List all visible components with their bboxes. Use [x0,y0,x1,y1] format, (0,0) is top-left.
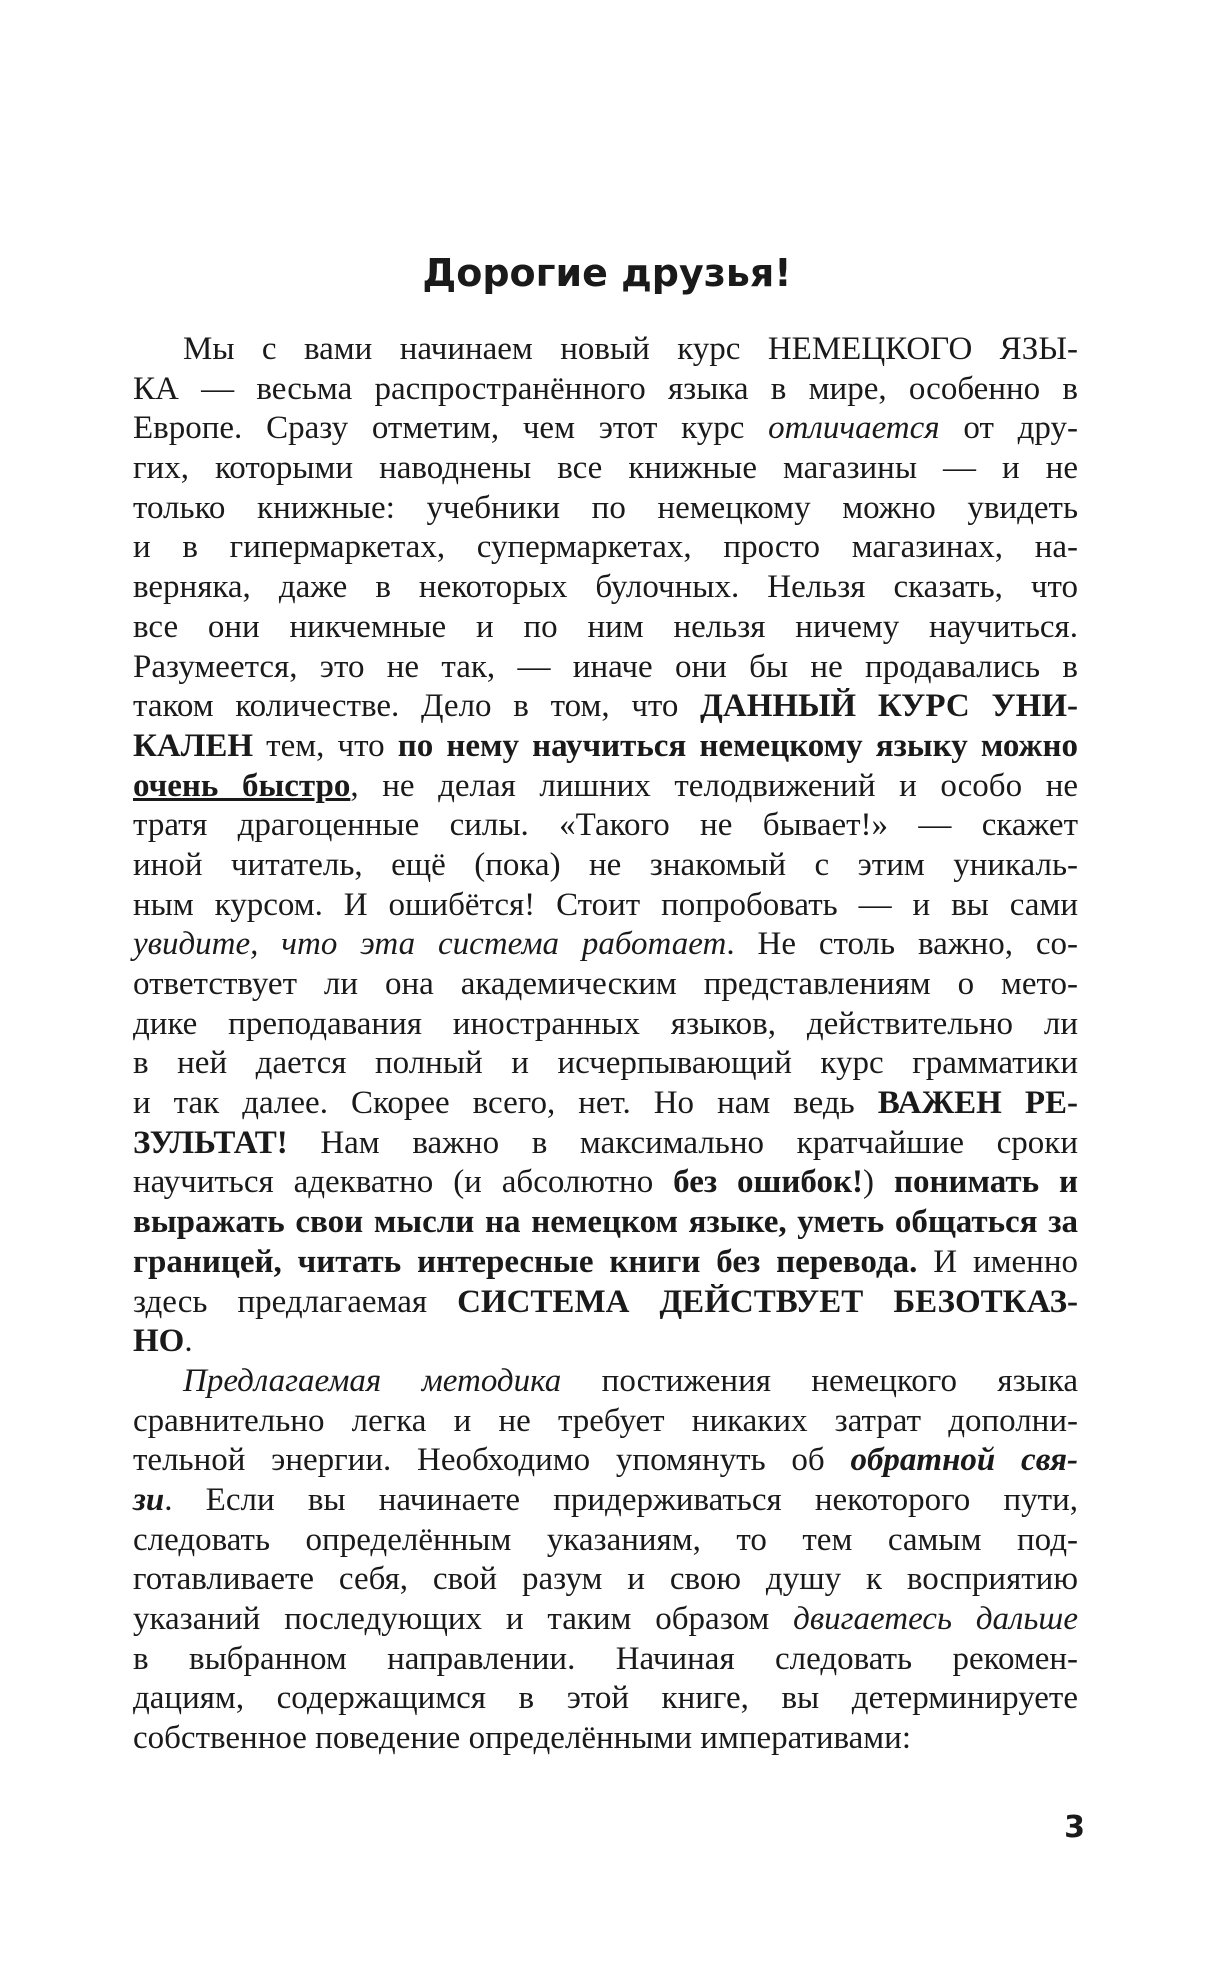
text-segment: без ошибок! [673,1164,863,1201]
text-segment: тратя драгоценные силы. «Такого не бывает!» — скажет [133,807,1078,844]
text-segment: Разумеется, это не так, — иначе они бы не продавались в [133,648,1078,685]
text-segment: дациям, содержащимся в этой книге, вы детерминируете [133,1680,1078,1717]
text-segment: увидите, что эта система работает [133,926,727,963]
text-segment: постижения немецкого языка [561,1362,1078,1399]
text-line [133,1124,1078,1164]
text-segment: очень быстро [133,767,351,804]
text-segment: ) [863,1164,894,1201]
page-number: 3 [1064,1810,1085,1845]
text-segment: тельной энергии. Необходимо упомянуть об [133,1442,851,1479]
text-line [133,846,1078,886]
text-segment: здесь предлагаемая [133,1283,458,1320]
text-line [133,648,1078,688]
text-segment: по нему научиться немецкому языку можно [397,727,1079,764]
text-line [133,965,1078,1005]
text-segment: И именно [917,1243,1079,1280]
text-line [133,1243,1078,1283]
text-segment: двигаетесь дальше [793,1601,1078,1637]
text-line [133,330,1078,370]
text-segment: выражать свои мысли на немецком языке, уметь общаться за [133,1204,1078,1241]
text-line [133,1402,1078,1442]
text-segment: КАЛЕН [133,727,254,764]
text-line [133,1679,1078,1719]
text-segment: ответствует ли она академическим представлениям о мето- [133,966,1078,1002]
text-segment: обратной свя- [850,1442,1078,1479]
text-segment: ДАННЫЙ КУРС УНИ- [700,688,1078,725]
text-segment: тем, что [253,727,398,764]
text-line [133,1600,1078,1640]
text-segment: зи [133,1481,165,1518]
text-segment: КА — весьма распространённого языка в мире, особенно в [133,370,1078,407]
text-segment: Мы с вами начинаем новый курс НЕМЕЦКОГО ЯЗЫ- [183,331,1078,367]
text-segment: и в гипермаркетах, супермаркетах, просто магазинах, на- [133,529,1078,566]
text-segment: Нам важно в максимально кратчайшие сроки [287,1124,1078,1161]
text-segment: только книжные: учебники по немецкому можно увидеть [133,489,1078,526]
text-segment: следовать определённым указаниям, то тем самым под- [133,1521,1078,1558]
text-line [133,806,1078,846]
text-segment: ным курсом. И ошибётся! Стоит попробовать — и вы сами [133,886,1078,923]
text-segment: собственное поведение определёнными императивами: [133,1720,912,1757]
text-line [133,1719,1078,1759]
text-segment: готавливаете себя, свой разум и свою душу к восприятию [133,1561,1078,1598]
text-line [133,727,1078,767]
text-line [133,370,1078,410]
text-line [133,925,1078,965]
text-segment: , не делая лишних телодвижений и особо не [350,767,1078,804]
text-line [133,1560,1078,1600]
text-segment: таком количестве. Дело в том, что [133,688,701,725]
text-segment: гих, которыми наводнены все книжные магазины — и не [133,450,1078,487]
text-line [133,449,1078,489]
text-line [133,1163,1078,1203]
text-line [133,489,1078,529]
text-segment: указаний последующих и таким образом [133,1601,794,1637]
text-segment: от дру- [939,410,1078,447]
text-line [133,1283,1078,1323]
text-segment: отличается [768,410,940,447]
text-line [133,767,1078,807]
page-title: Дорогие друзья! [422,251,792,295]
text-line [133,1481,1078,1521]
text-line [133,1521,1078,1561]
text-line [133,1640,1078,1680]
text-segment: Европе. Сразу отметим, чем этот курс [133,410,769,447]
text-segment: иной читатель, ещё (пока) не знакомый с этим уникаль- [133,846,1078,883]
text-line [133,1203,1078,1243]
text-segment: дике преподавания иностранных языков, действительно ли [133,1005,1078,1042]
text-line [133,409,1078,449]
text-segment: в ней дается полный и исчерпывающий курс грамматики [133,1045,1078,1082]
text-segment: ВАЖЕН РЕ- [877,1085,1078,1122]
text-line [133,1044,1078,1084]
text-segment: границей, читать интересные книги без перевода. [133,1243,918,1280]
text-line [133,1322,1078,1362]
text-line [133,1441,1078,1481]
text-segment: СИСТЕМА ДЕЙСТВУЕТ БЕЗОТКАЗ- [457,1283,1079,1320]
text-segment: . Если вы начинаете придерживаться некоторого пути, [164,1481,1078,1518]
text-line [133,1005,1078,1045]
text-segment: и так далее. Скорее всего, нет. Но нам ведь [133,1085,878,1122]
text-segment: верняка, даже в некоторых булочных. Нельзя сказать, что [133,569,1078,606]
text-line [133,687,1078,727]
text-segment: сравнительно легка и не требует никаких затрат дополни- [133,1402,1078,1439]
text-segment: . [184,1323,193,1360]
text-line [133,568,1078,608]
text-line [133,1084,1078,1124]
text-line [133,528,1078,568]
text-line [133,1362,1078,1402]
text-segment: Предлагаемая методика [183,1362,562,1399]
body-text [133,330,1078,1759]
text-line [133,886,1078,926]
text-line [133,608,1078,648]
text-segment: НО [133,1323,185,1360]
text-segment: в выбранном направлении. Начиная следовать рекомен- [133,1640,1078,1677]
text-segment: ЗУЛЬТАТ! [133,1124,288,1161]
text-segment: понимать и [893,1164,1078,1201]
text-segment: все они никчемные и по ним нельзя ничему научиться. [133,608,1078,645]
text-segment: научиться адекватно (и абсолютно [133,1164,674,1201]
text-segment: . Не столь важно, со- [726,926,1078,963]
